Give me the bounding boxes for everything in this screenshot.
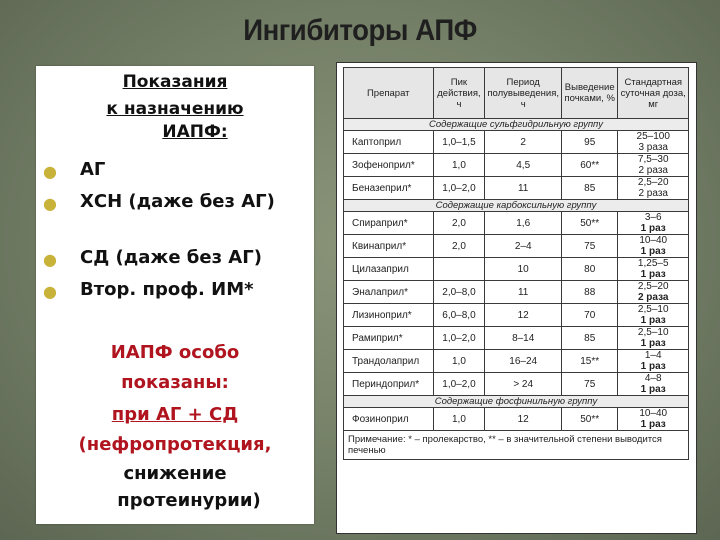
dose: 7,5–30 2 раза [618,154,689,177]
renal: 95 [561,131,617,154]
table-row [344,258,689,281]
renal: 70 [561,304,617,327]
table-row [344,281,689,304]
bullet-item-hsn: ХСН (даже без АГ) [80,191,275,212]
renal: 60** [561,154,617,177]
ace-inhibitors-table [343,67,689,460]
dose: 25–100 3 раза [618,131,689,154]
table-row [344,235,689,258]
group-carboxyl: Содержащие карбоксильную группу [344,200,689,212]
header-renal: Выведение почками, % [561,68,617,119]
peak: 1,0 [433,154,485,177]
dose: 1–4 1 раз [618,350,689,373]
table-row [344,350,689,373]
dose: 2,5–10 1 раз [618,304,689,327]
peak: 1,0–1,5 [433,131,485,154]
dose: 4–8 1 раз [618,373,689,396]
drug-name: Зофеноприл* [344,154,434,177]
emphasis-line-3: при АГ + СД [111,404,239,425]
table-row [344,408,689,431]
drug-name: Каптоприл [344,131,434,154]
slide-title: Ингибиторы АПФ [243,14,477,47]
renal: 85 [561,177,617,200]
peak: 1,0–2,0 [433,327,485,350]
renal: 50** [561,212,617,235]
drug-name: Цилазаприл [344,258,434,281]
emphasis-line-2: показаны: [121,372,229,393]
group-phosphinyl: Содержащие фосфинильную группу [344,396,689,408]
table-row [344,327,689,350]
peak: 1,0–2,0 [433,177,485,200]
dose: 10–40 1 раз [618,408,689,431]
emphasis-line-6: протеинурии) [117,490,261,511]
peak: 1,0 [433,408,485,431]
dose: 2,5–20 2 раза [618,281,689,304]
half-life: 2 [485,131,562,154]
bullet-item-ag: АГ [80,159,106,180]
peak: 2,0–8,0 [433,281,485,304]
table-row [344,177,689,200]
table-footnote: Примечание: * – пролекарство, ** – в значительной степени выводится печенью [344,431,689,460]
header-dose: Стандартная суточная доза, мг [618,68,689,119]
half-life: 12 [485,304,562,327]
renal: 75 [561,235,617,258]
drug-name: Трандолаприл [344,350,434,373]
dose: 2,5–10 1 раз [618,327,689,350]
ace-inhibitors-table-panel [336,62,697,534]
drug-name: Рамиприл* [344,327,434,350]
half-life: 12 [485,408,562,431]
bullet-icon: ● [43,194,57,213]
half-life: 4,5 [485,154,562,177]
half-life: 11 [485,281,562,304]
heading-line-1: Показания [122,72,228,92]
renal: 85 [561,327,617,350]
peak [433,258,485,281]
renal: 80 [561,258,617,281]
peak: 6,0–8,0 [433,304,485,327]
table-row [344,373,689,396]
peak: 2,0 [433,212,485,235]
half-life: 16–24 [485,350,562,373]
bullet-item-sd: СД (даже без АГ) [80,247,262,268]
emphasis-line-4: (нефропротекция, [78,434,272,455]
bullet-icon: ● [43,250,57,269]
half-life: 11 [485,177,562,200]
drug-name: Фозиноприл [344,408,434,431]
dose: 10–40 1 раз [618,235,689,258]
half-life: 2–4 [485,235,562,258]
dose: 2,5–20 2 раза [618,177,689,200]
renal: 15** [561,350,617,373]
half-life: > 24 [485,373,562,396]
group-sulfhydryl: Содержащие сульфгидрильную группу [344,119,689,131]
table-row [344,131,689,154]
emphasis-line-5: снижение [123,463,227,484]
bullet-item-secondary-prevention: Втор. проф. ИМ* [80,279,254,300]
renal: 50** [561,408,617,431]
drug-name: Эналаприл* [344,281,434,304]
drug-name: Беназеприл* [344,177,434,200]
peak: 2,0 [433,235,485,258]
table-row [344,304,689,327]
peak: 1,0 [433,350,485,373]
emphasis-line-1: ИАПФ особо [110,342,240,363]
renal: 75 [561,373,617,396]
bullet-icon: ● [43,162,57,181]
header-half-life: Период полувыведения, ч [485,68,562,119]
heading-line-3: ИАПФ: [162,122,228,142]
half-life: 10 [485,258,562,281]
half-life: 8–14 [485,327,562,350]
table-row [344,212,689,235]
table-row [344,154,689,177]
indications-panel [36,66,314,524]
drug-name: Спираприл* [344,212,434,235]
drug-name: Периндоприл* [344,373,434,396]
dose: 1,25–5 1 раз [618,258,689,281]
heading-line-2: к назначению [106,99,244,119]
header-peak: Пик действия, ч [433,68,485,119]
half-life: 1,6 [485,212,562,235]
bullet-icon: ● [43,282,57,301]
drug-name: Лизиноприл* [344,304,434,327]
peak: 1,0–2,0 [433,373,485,396]
dose: 3–6 1 раз [618,212,689,235]
drug-name: Квинаприл* [344,235,434,258]
header-drug: Препарат [344,68,434,119]
renal: 88 [561,281,617,304]
